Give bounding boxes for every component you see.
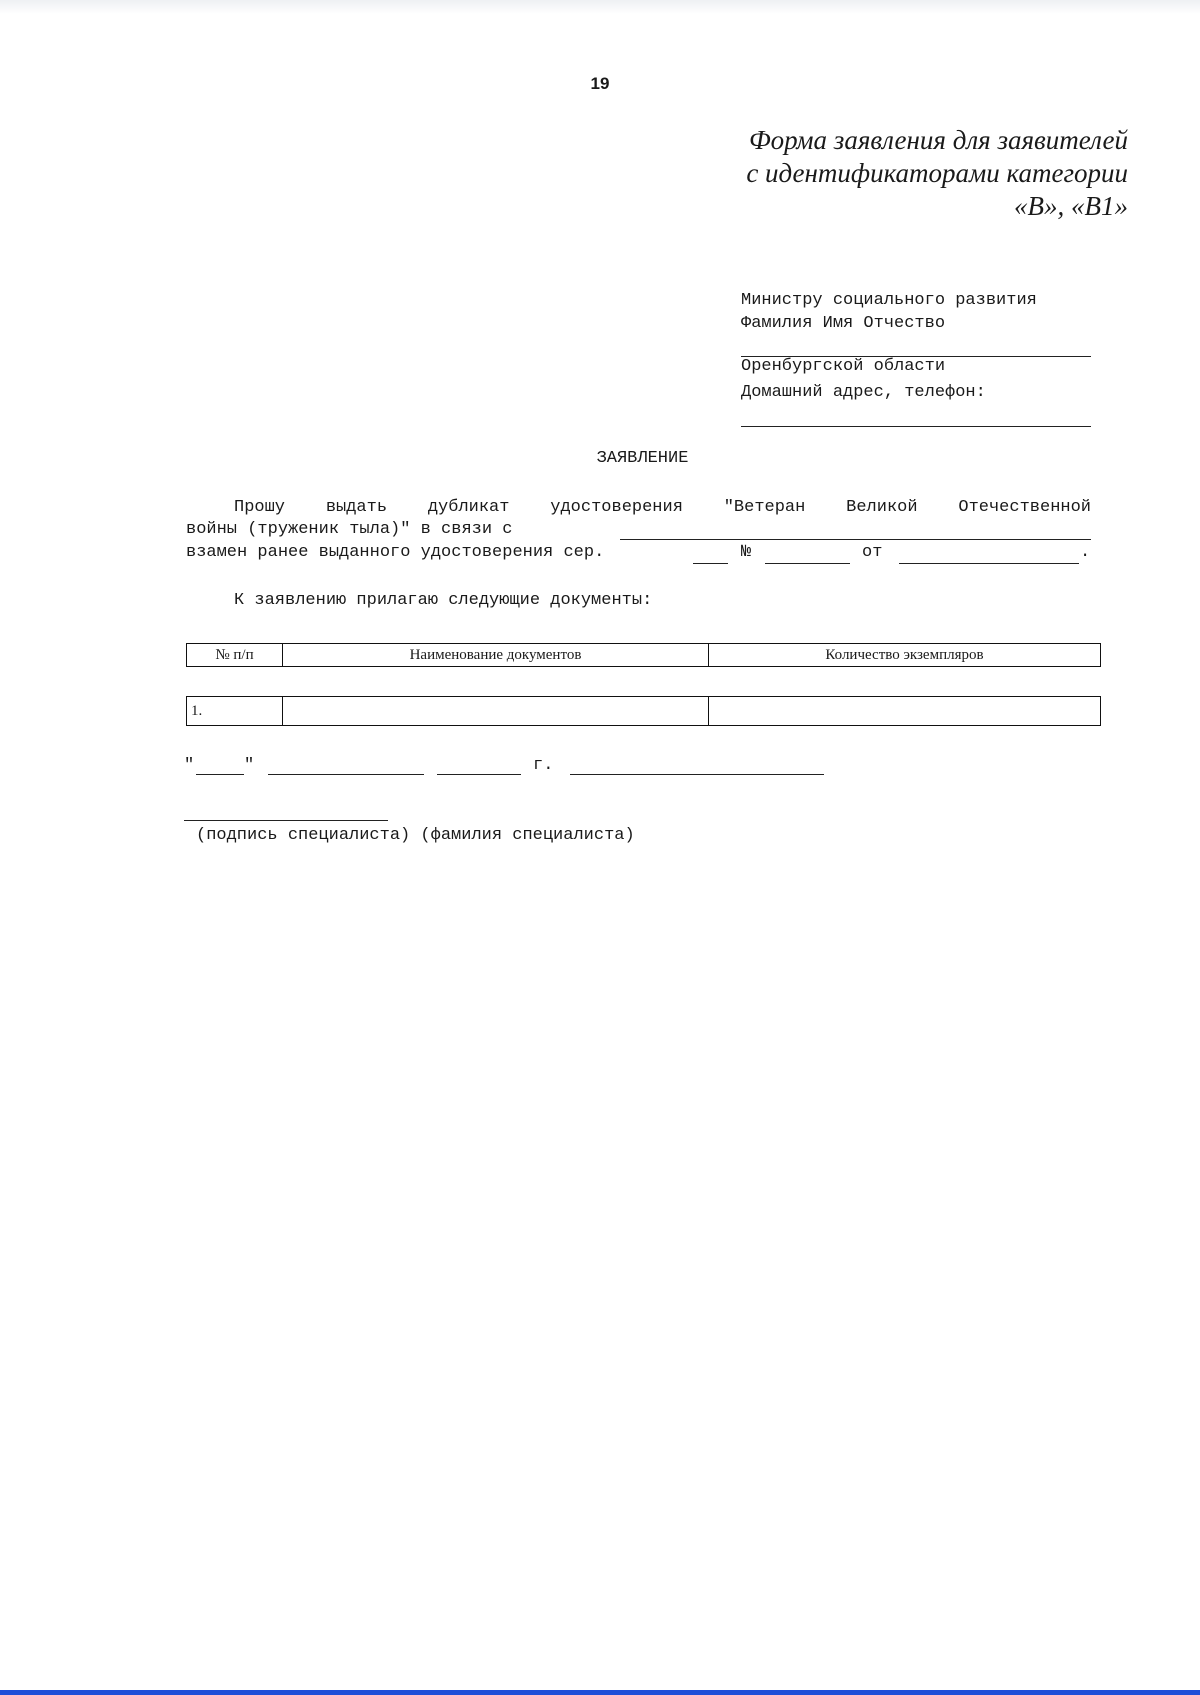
month-field-line[interactable] [268,774,424,775]
table-header-row [187,644,1101,667]
body-line-1: Прошу выдать дубликат удостоверения "Ветеран Великой Отечественной [234,498,1091,517]
form-title-line-3: «В», «В1» [1014,191,1128,221]
date-quote-open: " [184,756,195,775]
signature-field-line[interactable] [184,820,388,821]
body-line-2: войны (труженик тыла)" в связи с [186,520,513,539]
header-number: № п/п [187,644,283,667]
name-label: Фамилия Имя Отчество [741,314,946,333]
documents-table-header [186,643,1101,667]
cell-copies[interactable] [709,697,1101,726]
name-field-line[interactable] [741,356,1091,357]
form-title-line-2: с идентификаторами категории [746,158,1128,188]
header-document-name: Наименование документов [283,644,709,667]
document-heading: ЗАЯВЛЕНИЕ [596,449,689,468]
table-row [187,697,1101,726]
date-quote-close: " [244,756,255,775]
form-title [746,124,1128,223]
scan-top-edge [0,0,1200,14]
recipient-line-1: Министру социального развития [741,291,1037,310]
day-field-line[interactable] [196,774,244,775]
cell-document-name[interactable] [283,697,709,726]
scan-bottom-edge [0,1690,1200,1695]
attachments-intro: К заявлению прилагаю следующие документы: [234,591,653,610]
form-title-line-1: Форма заявления для заявителей [748,125,1128,155]
page-number: 19 [590,74,610,93]
year-field-line[interactable] [437,774,521,775]
number-field-line[interactable] [765,563,850,564]
cell-number: 1. [187,697,283,726]
address-field-line[interactable] [741,426,1091,427]
year-suffix: г. [533,756,554,775]
recipient-line-2: Оренбургской области [741,357,946,376]
documents-table-body [186,696,1101,726]
series-field-line[interactable] [693,563,728,564]
issue-date-field-line[interactable] [899,563,1079,564]
body-line-3-period: . [1080,543,1091,562]
reason-field-line[interactable] [620,539,1091,540]
extra-field-line[interactable] [570,774,824,775]
header-copies: Количество экземпляров [709,644,1101,667]
address-label: Домашний адрес, телефон: [741,383,986,402]
body-line-3-from: от [862,543,883,562]
signature-caption: (подпись специалиста) (фамилия специалиста) [196,826,635,845]
body-line-3-part-1: взамен ранее выданного удостоверения сер. [186,543,605,562]
body-line-3-number-sign: № [741,543,752,562]
